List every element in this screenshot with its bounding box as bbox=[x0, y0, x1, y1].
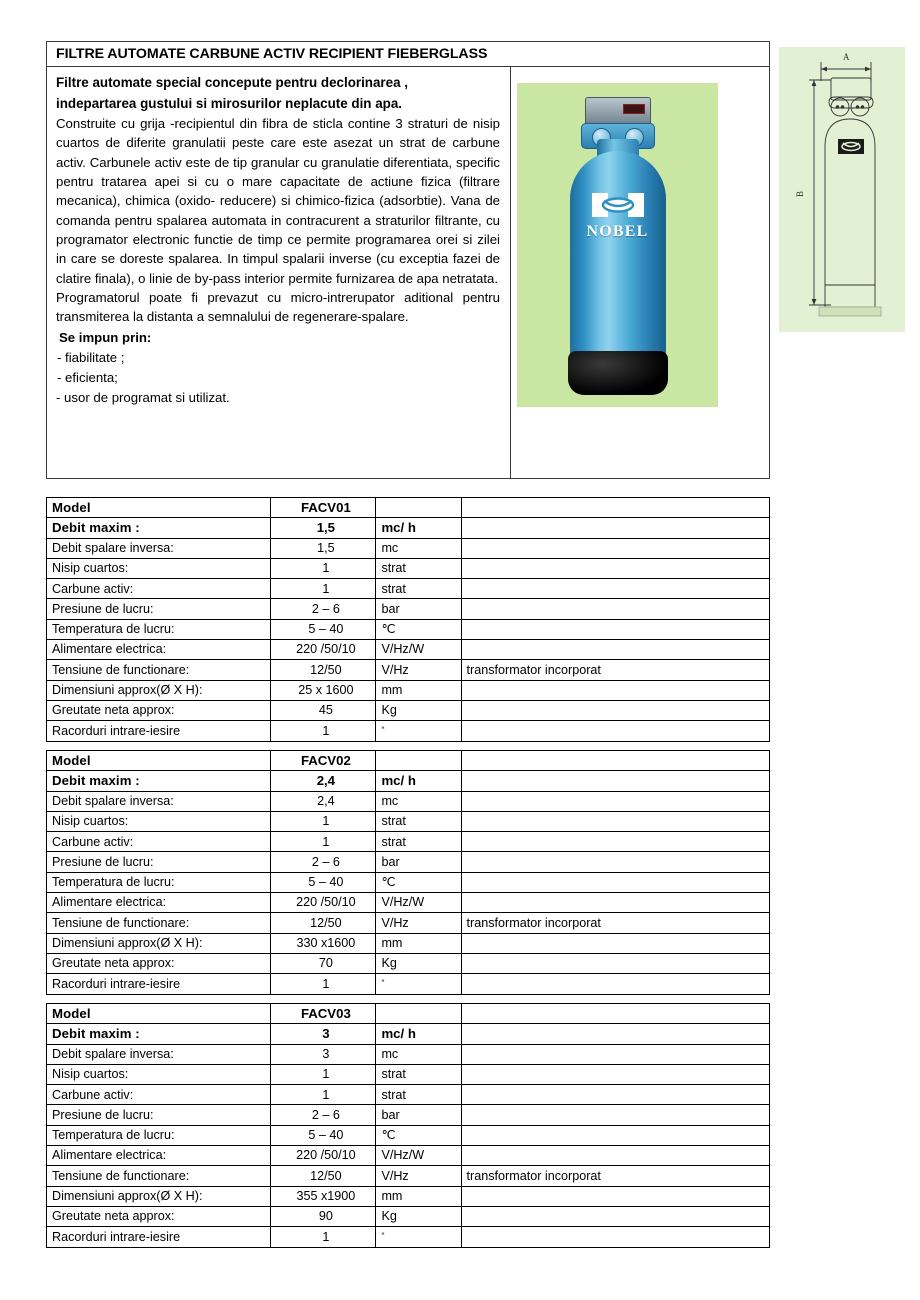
cell-note bbox=[461, 538, 769, 558]
cell-note bbox=[461, 1085, 769, 1105]
table-row bbox=[47, 579, 770, 599]
cell-unit: V/Hz/W bbox=[376, 893, 461, 913]
table-row bbox=[47, 974, 770, 994]
cell-label: Tensiune de functionare: bbox=[47, 1166, 271, 1186]
dimension-label-b: B bbox=[795, 190, 805, 197]
cell-value: 2 – 6 bbox=[271, 852, 376, 872]
table-row bbox=[47, 751, 770, 771]
table-row bbox=[47, 680, 770, 700]
cell-label: Debit spalare inversa: bbox=[47, 1044, 271, 1064]
table-row bbox=[47, 558, 770, 578]
brand-name: NOBEL bbox=[586, 223, 649, 240]
cell-unit: bar bbox=[376, 852, 461, 872]
cell-value: 12/50 bbox=[271, 660, 376, 680]
cell-note bbox=[461, 680, 769, 700]
cell-note bbox=[461, 832, 769, 852]
cell-label: Alimentare electrica: bbox=[47, 893, 271, 913]
cell-unit bbox=[376, 1004, 461, 1024]
cell-value: 45 bbox=[271, 700, 376, 720]
cell-unit bbox=[376, 498, 461, 518]
cell-label: Nisip cuartos: bbox=[47, 558, 271, 578]
cell-unit: strat bbox=[376, 558, 461, 578]
cell-label: Racorduri intrare-iesire bbox=[47, 721, 271, 741]
technical-drawing bbox=[779, 47, 905, 332]
cell-unit: strat bbox=[376, 832, 461, 852]
cell-unit: V/Hz bbox=[376, 1166, 461, 1186]
cell-value: 5 – 40 bbox=[271, 619, 376, 639]
cell-unit: bar bbox=[376, 599, 461, 619]
cell-note bbox=[461, 1227, 769, 1247]
cell-value: 1,5 bbox=[271, 538, 376, 558]
cell-label: Temperatura de lucru: bbox=[47, 619, 271, 639]
cell-label: Dimensiuni approx(Ø X H): bbox=[47, 933, 271, 953]
cell-value: 2,4 bbox=[271, 771, 376, 791]
cell-label: Presiune de lucru: bbox=[47, 852, 271, 872]
table-row bbox=[47, 1206, 770, 1226]
table-row bbox=[47, 913, 770, 933]
table-row bbox=[47, 832, 770, 852]
cell-note bbox=[461, 700, 769, 720]
spec-table-facv01 bbox=[46, 497, 770, 742]
cell-note bbox=[461, 811, 769, 831]
document-title-bar bbox=[47, 42, 769, 67]
cell-unit: mm bbox=[376, 1186, 461, 1206]
cell-unit: V/Hz/W bbox=[376, 640, 461, 660]
cell-note bbox=[461, 852, 769, 872]
cell-label: Alimentare electrica: bbox=[47, 1146, 271, 1166]
cell-value: 1 bbox=[271, 1227, 376, 1247]
cell-value: 1 bbox=[271, 1085, 376, 1105]
table-row bbox=[47, 1085, 770, 1105]
cell-label: Debit spalare inversa: bbox=[47, 791, 271, 811]
cell-unit: ℃ bbox=[376, 1125, 461, 1145]
cell-value: 220 /50/10 bbox=[271, 640, 376, 660]
cell-unit: mc bbox=[376, 538, 461, 558]
cell-value: 355 x1900 bbox=[271, 1186, 376, 1206]
table-row bbox=[47, 933, 770, 953]
cell-note bbox=[461, 1146, 769, 1166]
cell-note bbox=[461, 498, 769, 518]
cell-value: 1 bbox=[271, 832, 376, 852]
cell-label: Nisip cuartos: bbox=[47, 1064, 271, 1084]
lead-line-1: Filtre automate special concepute pentru declorinarea , bbox=[56, 75, 408, 90]
cell-unit: V/Hz/W bbox=[376, 1146, 461, 1166]
cell-value: 90 bbox=[271, 1206, 376, 1226]
table-row bbox=[47, 1166, 770, 1186]
cell-label: Debit spalare inversa: bbox=[47, 538, 271, 558]
product-photo-cell bbox=[511, 67, 769, 478]
table-row bbox=[47, 852, 770, 872]
spec-table-facv02 bbox=[46, 750, 770, 995]
cell-note bbox=[461, 953, 769, 973]
table-row bbox=[47, 1004, 770, 1024]
page-title: FILTRE AUTOMATE CARBUNE ACTIV RECIPIENT FIEBERGLASS bbox=[56, 46, 488, 62]
cell-note bbox=[461, 1186, 769, 1206]
cell-value: 3 bbox=[271, 1024, 376, 1044]
cell-unit: “ bbox=[376, 1227, 461, 1247]
cell-value: 5 – 40 bbox=[271, 1125, 376, 1145]
cell-value: FACV01 bbox=[271, 498, 376, 518]
cell-label: Presiune de lucru: bbox=[47, 599, 271, 619]
cell-label: Model bbox=[47, 498, 271, 518]
cell-note bbox=[461, 893, 769, 913]
dimension-label-a: A bbox=[843, 52, 850, 62]
table-row bbox=[47, 640, 770, 660]
cell-unit: V/Hz bbox=[376, 660, 461, 680]
cell-note bbox=[461, 872, 769, 892]
cell-note bbox=[461, 771, 769, 791]
cell-label: Alimentare electrica: bbox=[47, 640, 271, 660]
description-paragraph-1: Construite cu grija -recipientul din fibra de sticla contine 3 straturi de nisip cuartos de diferite granulatii peste care este asezat un strat de carbune activ. Carbunele activ este de tip granular cu granulatie diferentiata, specific pentru tratarea apei si cu o mare capacitate de actiune fizica (filtrare mecanica), chimica (oxido- reducere) si chimico-fizica (adsorbtie). Vana de comanda pentru spalarea automata in contracurent a straturilor filtrante, cu programator electronic functie de timp ce permite programarea orei si zilei in care se doreste spalarea. In timpul spalarii inverse (cu exceptia fazei de clatire finala), o linie de by-pass interior permite furnizarea de apa netratata. bbox=[56, 116, 500, 286]
cell-label: Racorduri intrare-iesire bbox=[47, 1227, 271, 1247]
cell-value: FACV02 bbox=[271, 751, 376, 771]
cell-label: Carbune activ: bbox=[47, 579, 271, 599]
table-row bbox=[47, 1044, 770, 1064]
cell-unit: “ bbox=[376, 721, 461, 741]
table-row bbox=[47, 721, 770, 741]
cell-value: 330 x1600 bbox=[271, 933, 376, 953]
table-row bbox=[47, 1125, 770, 1145]
cell-note bbox=[461, 518, 769, 538]
cell-unit: Kg bbox=[376, 1206, 461, 1226]
cell-note: transformator incorporat bbox=[461, 1166, 769, 1186]
cell-unit: mm bbox=[376, 933, 461, 953]
tank-base bbox=[568, 351, 668, 395]
cell-label: Debit maxim : bbox=[47, 1024, 271, 1044]
cell-label: Greutate neta approx: bbox=[47, 1206, 271, 1226]
cell-value: 2 – 6 bbox=[271, 599, 376, 619]
cell-value: 25 x 1600 bbox=[271, 680, 376, 700]
cell-note bbox=[461, 640, 769, 660]
cell-unit: mc/ h bbox=[376, 518, 461, 538]
table-row bbox=[47, 1227, 770, 1247]
cell-note bbox=[461, 579, 769, 599]
cell-unit: “ bbox=[376, 974, 461, 994]
cell-note: transformator incorporat bbox=[461, 660, 769, 680]
cell-value: 220 /50/10 bbox=[271, 893, 376, 913]
cell-unit bbox=[376, 751, 461, 771]
cell-unit: strat bbox=[376, 1085, 461, 1105]
cell-unit: bar bbox=[376, 1105, 461, 1125]
description-cell bbox=[47, 67, 511, 478]
cell-value: 2 – 6 bbox=[271, 1105, 376, 1125]
cell-note bbox=[461, 1044, 769, 1064]
cell-unit: V/Hz bbox=[376, 913, 461, 933]
cell-label: Carbune activ: bbox=[47, 832, 271, 852]
cell-note bbox=[461, 1024, 769, 1044]
table-row bbox=[47, 660, 770, 680]
cell-value: 12/50 bbox=[271, 1166, 376, 1186]
table-row bbox=[47, 872, 770, 892]
table-row bbox=[47, 498, 770, 518]
table-row bbox=[47, 1105, 770, 1125]
cell-note bbox=[461, 619, 769, 639]
product-header-block bbox=[46, 41, 770, 479]
table-row bbox=[47, 791, 770, 811]
cell-value: 1 bbox=[271, 579, 376, 599]
cell-unit: mc/ h bbox=[376, 1024, 461, 1044]
cell-label: Presiune de lucru: bbox=[47, 1105, 271, 1125]
cell-unit: Kg bbox=[376, 953, 461, 973]
controller-display-icon bbox=[623, 104, 645, 114]
cell-label: Greutate neta approx: bbox=[47, 953, 271, 973]
cell-label: Dimensiuni approx(Ø X H): bbox=[47, 1186, 271, 1206]
cell-value: 12/50 bbox=[271, 913, 376, 933]
cell-label: Nisip cuartos: bbox=[47, 811, 271, 831]
cell-value: 1 bbox=[271, 721, 376, 741]
cell-unit: Kg bbox=[376, 700, 461, 720]
table-row bbox=[47, 1024, 770, 1044]
benefits-subheading: Se impun prin: bbox=[59, 329, 152, 345]
cell-value: FACV03 bbox=[271, 1004, 376, 1024]
table-row bbox=[47, 953, 770, 973]
cell-note bbox=[461, 1206, 769, 1226]
cell-unit: ℃ bbox=[376, 619, 461, 639]
benefit-item-2: - eficienta; bbox=[57, 369, 118, 385]
cell-label: Debit maxim : bbox=[47, 518, 271, 538]
cell-value: 220 /50/10 bbox=[271, 1146, 376, 1166]
cell-unit: strat bbox=[376, 579, 461, 599]
cell-note bbox=[461, 933, 769, 953]
cell-unit: mc bbox=[376, 791, 461, 811]
lead-line-2: indepartarea gustului si mirosurilor neplacute din apa. bbox=[56, 95, 402, 111]
cell-value: 1 bbox=[271, 974, 376, 994]
cell-label: Temperatura de lucru: bbox=[47, 872, 271, 892]
description-paragraph-2: Programatorul poate fi prevazut cu micro-intrerupator aditional pentru transmiterea la distanta a semnalului de regenerare-spalare. bbox=[56, 290, 500, 325]
table-row bbox=[47, 538, 770, 558]
cell-label: Tensiune de functionare: bbox=[47, 660, 271, 680]
benefit-item-1: - fiabilitate ; bbox=[57, 349, 125, 365]
cell-note: transformator incorporat bbox=[461, 913, 769, 933]
cell-value: 2,4 bbox=[271, 791, 376, 811]
table-row bbox=[47, 771, 770, 791]
cell-label: Greutate neta approx: bbox=[47, 700, 271, 720]
table-row bbox=[47, 599, 770, 619]
cell-note bbox=[461, 721, 769, 741]
cell-unit: mm bbox=[376, 680, 461, 700]
product-photo bbox=[517, 83, 718, 407]
header-body bbox=[47, 67, 769, 478]
cell-value: 1 bbox=[271, 558, 376, 578]
cell-note bbox=[461, 599, 769, 619]
cell-label: Carbune activ: bbox=[47, 1085, 271, 1105]
cell-note bbox=[461, 974, 769, 994]
cell-unit: ℃ bbox=[376, 872, 461, 892]
cell-value: 3 bbox=[271, 1044, 376, 1064]
cell-value: 1 bbox=[271, 1064, 376, 1084]
table-row bbox=[47, 1186, 770, 1206]
cell-label: Dimensiuni approx(Ø X H): bbox=[47, 680, 271, 700]
cell-label: Model bbox=[47, 751, 271, 771]
table-row bbox=[47, 619, 770, 639]
cell-unit: mc bbox=[376, 1044, 461, 1064]
table-row bbox=[47, 811, 770, 831]
cell-value: 70 bbox=[271, 953, 376, 973]
cell-label: Tensiune de functionare: bbox=[47, 913, 271, 933]
cell-unit: mc/ h bbox=[376, 771, 461, 791]
cell-value: 1,5 bbox=[271, 518, 376, 538]
cell-label: Model bbox=[47, 1004, 271, 1024]
table-row bbox=[47, 1064, 770, 1084]
benefit-item-3: - usor de programat si utilizat. bbox=[56, 389, 230, 405]
cell-unit: strat bbox=[376, 811, 461, 831]
table-row bbox=[47, 1146, 770, 1166]
cell-note bbox=[461, 1004, 769, 1024]
cell-value: 1 bbox=[271, 811, 376, 831]
cell-label: Temperatura de lucru: bbox=[47, 1125, 271, 1145]
cell-note bbox=[461, 791, 769, 811]
cell-note bbox=[461, 558, 769, 578]
table-row bbox=[47, 893, 770, 913]
nobel-logo-icon bbox=[590, 191, 646, 219]
table-row bbox=[47, 518, 770, 538]
cell-value: 5 – 40 bbox=[271, 872, 376, 892]
cell-note bbox=[461, 1105, 769, 1125]
cell-note bbox=[461, 751, 769, 771]
cell-note bbox=[461, 1064, 769, 1084]
cell-unit: strat bbox=[376, 1064, 461, 1084]
cell-label: Racorduri intrare-iesire bbox=[47, 974, 271, 994]
cell-label: Debit maxim : bbox=[47, 771, 271, 791]
spec-table-facv03 bbox=[46, 1003, 770, 1248]
cell-note bbox=[461, 1125, 769, 1145]
table-row bbox=[47, 700, 770, 720]
